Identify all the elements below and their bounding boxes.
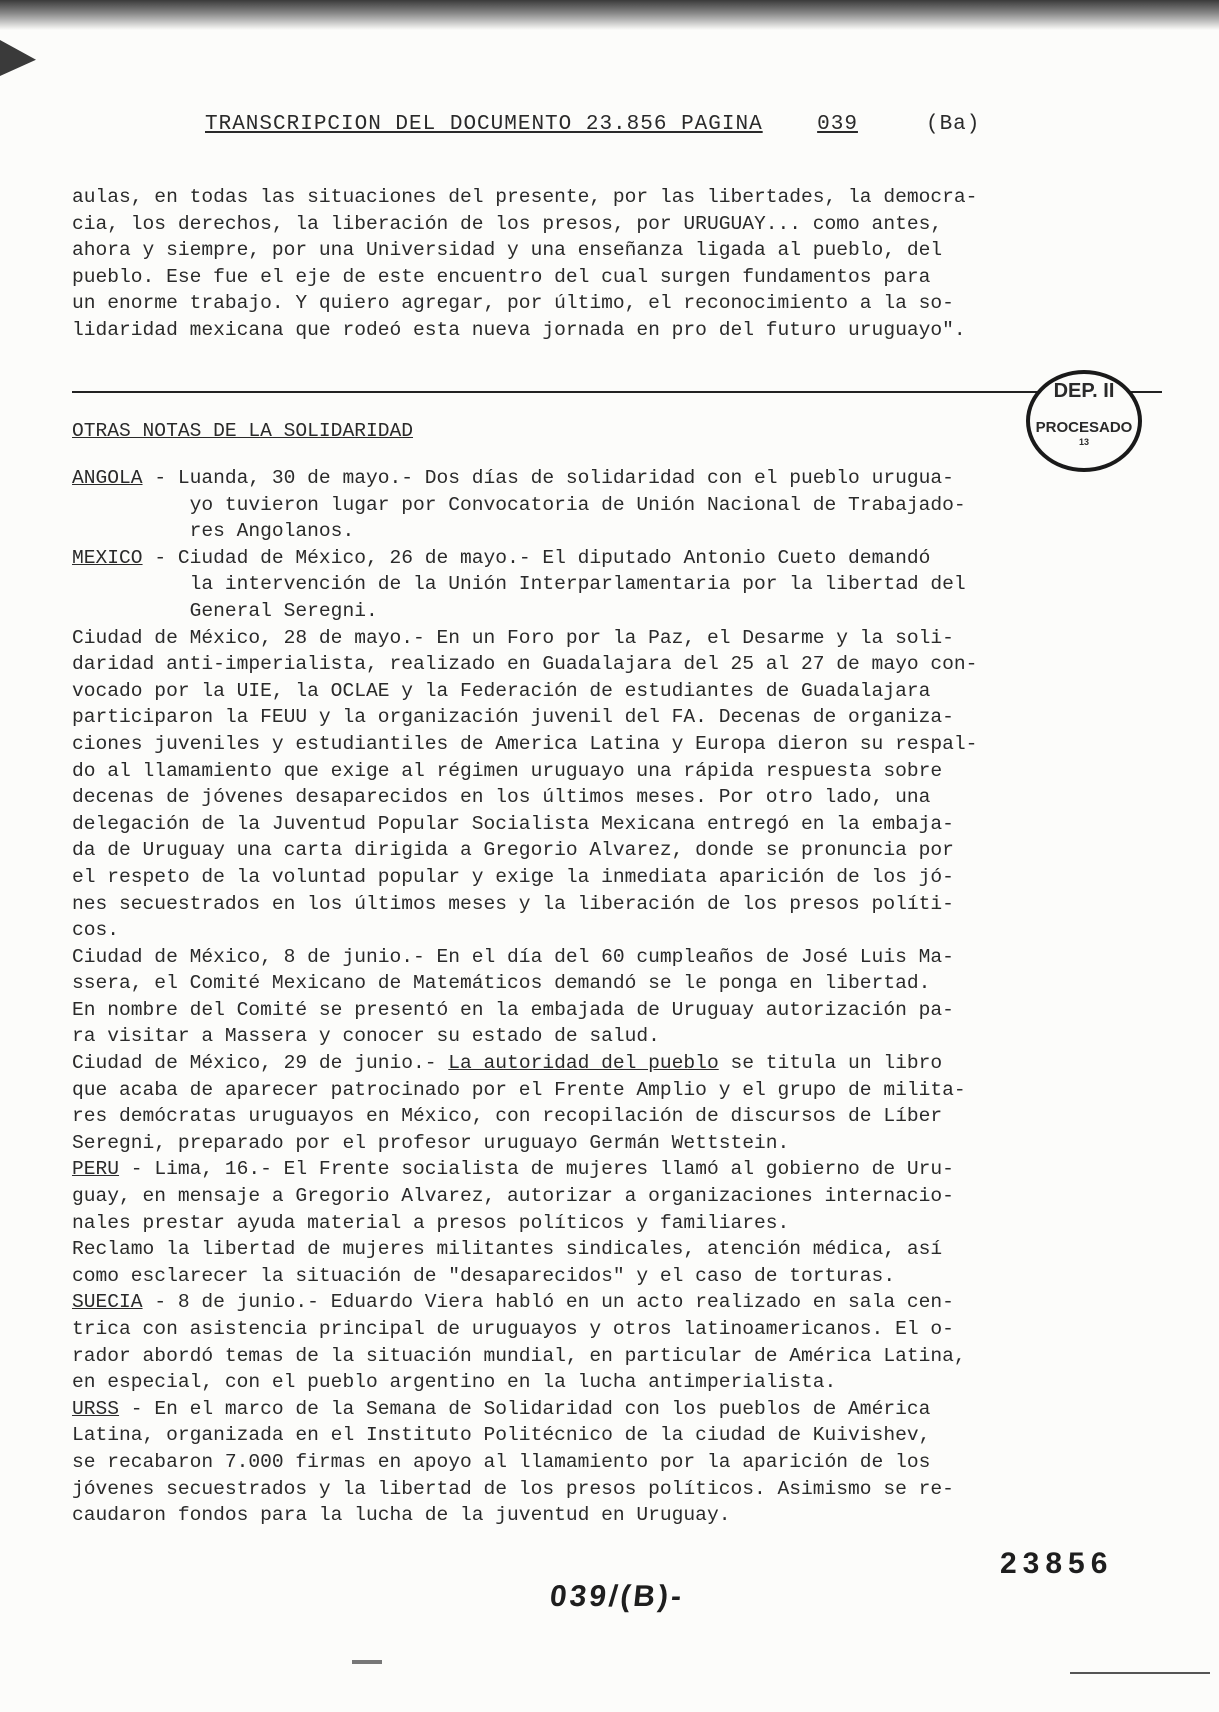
text-line: trica con asistencia principal de uruguayos y otros latinoamericanos. El o- — [72, 1318, 954, 1340]
text-line: el respeto de la voluntad popular y exige la inmediata aparición de los jó- — [72, 865, 954, 888]
text-line: do al llamamiento que exige al régimen uruguayo una rápida respuesta sobre — [72, 759, 943, 782]
text-line: en especial, con el pueblo argentino en la lucha antimperialista. — [72, 1371, 837, 1394]
stamp-department: DEP. II — [1053, 380, 1115, 402]
country-label: URSS — [72, 1397, 120, 1420]
text-line: Seregni, preparado por el profesor uruguayo Germán Wettstein. — [72, 1131, 790, 1154]
text-line: res Angolanos. — [72, 520, 355, 543]
entry-peru — [72, 1156, 1162, 1183]
entry-libro — [72, 1050, 1162, 1077]
text-line: ahora y siempre, por una Universidad y una enseñanza ligada al pueblo, del — [72, 239, 943, 262]
text-line: - 8 de junio.- Eduardo Viera habló en un acto realizado en sala cen- — [142, 1291, 954, 1314]
document-number: 23856 — [1000, 1547, 1114, 1580]
text-line: da de Uruguay una carta dirigida a Gregorio Alvarez, donde se pronuncia por — [72, 839, 954, 862]
text-line: En nombre del Comité se presentó en la embajada de Uruguay autorización pa- — [72, 998, 954, 1021]
entry-urss — [72, 1396, 1162, 1423]
page-header — [205, 113, 980, 136]
stamp-number: 13 — [1078, 437, 1089, 447]
text-line: jóvenes secuestrados y la libertad de los presos políticos. Asimismo se re- — [72, 1477, 954, 1500]
text-line: Ciudad de México, 28 de mayo.- En un Foro por la Paz, el Desarme y la soli- — [72, 626, 954, 649]
procesado-stamp — [1026, 370, 1142, 472]
text-line: como esclarecer la situación de "desaparecidos" y el caso de torturas. — [72, 1264, 896, 1287]
text-line: guay, en mensaje a Gregorio Alvarez, autorizar a organizaciones internacio- — [72, 1185, 954, 1208]
text-line: ciones juveniles y estudiantiles de America Latina y Europa dieron su respal- — [72, 732, 978, 755]
entry-angola — [72, 465, 1162, 492]
header-page-number: 039 — [817, 113, 858, 136]
text-line: ra visitar a Massera y conocer su estado de salud. — [72, 1025, 660, 1048]
text-line: daridad anti-imperialista, realizado en Guadalajara del 25 al 27 de mayo con- — [72, 653, 978, 676]
country-label: SUECIA — [72, 1291, 143, 1314]
country-label: PERU — [72, 1158, 120, 1181]
text-line: pueblo. Ese fue el eje de este encuentro del cual surgen fundamentos para — [72, 265, 931, 288]
entry-suecia — [72, 1289, 1162, 1316]
text-line: que acaba de aparecer patrocinado por el Frente Amplio y el grupo de milita- — [72, 1078, 966, 1101]
country-label: ANGOLA — [72, 467, 143, 489]
text-line: rador abordó temas de la situación mundial, en particular de América Latina, — [72, 1344, 966, 1367]
text-line: cia, los derechos, la liberación de los presos, por URUGUAY... como antes, — [72, 212, 943, 235]
text-line: la intervención de la Unión Interparlamentaria por la libertad del — [72, 573, 966, 596]
text-line: participaron la FEUU y la organización juvenil del FA. Decenas de organiza- — [72, 706, 954, 729]
entry-mexico — [72, 545, 1162, 572]
text-line: - Lima, 16.- El Frente socialista de mujeres llamó al gobierno de Uru- — [119, 1158, 954, 1181]
header-title: TRANSCRIPCION DEL DOCUMENTO 23.856 PAGINA — [205, 113, 763, 136]
text-line: Reclamo la libertad de mujeres militantes sindicales, atención médica, así — [72, 1238, 943, 1261]
scan-bottom-line — [1070, 1672, 1210, 1674]
text-line: General Seregni. — [72, 599, 378, 622]
text-line: se recabaron 7.000 firmas en apoyo al llamamiento por la aparición de los — [72, 1450, 931, 1473]
text-line: - Luanda, 30 de mayo.- Dos días de solidaridad con el pueblo urugua- — [142, 467, 954, 489]
scan-top-edge — [0, 0, 1219, 30]
text-line: caudaron fondos para la lucha de la juventud en Uruguay. — [72, 1504, 731, 1527]
text-line: aulas, en todas las situaciones del presente, por las libertades, la democra- — [72, 186, 978, 208]
text-line: cos. — [72, 919, 120, 942]
text-line: lidaridad mexicana que rodeó esta nueva jornada en pro del futuro uruguayo". — [72, 318, 966, 341]
horizontal-rule — [72, 391, 1162, 393]
text-line: Latina, organizada en el Instituto Politécnico de la ciudad de Kuivishev, — [72, 1424, 931, 1447]
scan-corner-mark — [0, 40, 36, 76]
text-line: ssera, el Comité Mexicano de Matemáticos demandó se le ponga en libertad. — [72, 972, 931, 995]
entries-block — [72, 465, 1162, 1529]
header-suffix: (Ba) — [925, 113, 981, 136]
text-line: se titula un libro — [718, 1052, 943, 1075]
intro-paragraph — [72, 184, 1162, 344]
text-line: Ciudad de México, 29 de junio.- — [72, 1052, 449, 1075]
text-line: res demócratas uruguayos en México, con recopilación de discursos de Líber — [72, 1105, 943, 1128]
text-line: yo tuvieron lugar por Convocatoria de Unión Nacional de Trabajado- — [72, 493, 966, 516]
text-line: nes secuestrados en los últimos meses y la liberación de los presos políti- — [72, 892, 954, 915]
folio-number: 039/(B)- — [548, 1580, 686, 1613]
section-title: OTRAS NOTAS DE LA SOLIDARIDAD — [72, 420, 413, 442]
text-line: - En el marco de la Semana de Solidaridad con los pueblos de América — [119, 1397, 931, 1420]
country-label: MEXICO — [72, 546, 143, 569]
text-line: delegación de la Juventud Popular Socialista Mexicana entregó en la embaja- — [72, 812, 954, 835]
scan-smudge — [352, 1660, 382, 1664]
text-line: decenas de jóvenes desaparecidos en los últimos meses. Por otro lado, una — [72, 786, 931, 809]
book-title: La autoridad del pueblo — [448, 1052, 719, 1075]
text-line: Ciudad de México, 8 de junio.- En el día del 60 cumpleaños de José Luis Ma- — [72, 945, 954, 968]
text-line: nales prestar ayuda material a presos políticos y familiares. — [72, 1211, 790, 1234]
text-line: vocado por la UIE, la OCLAE y la Federación de estudiantes de Guadalajara — [72, 679, 931, 702]
text-line: - Ciudad de México, 26 de mayo.- El diputado Antonio Cueto demandó — [142, 546, 931, 569]
text-line: un enorme trabajo. Y quiero agregar, por último, el reconocimiento a la so- — [72, 292, 954, 315]
stamp-status: PROCESADO — [1035, 419, 1133, 436]
